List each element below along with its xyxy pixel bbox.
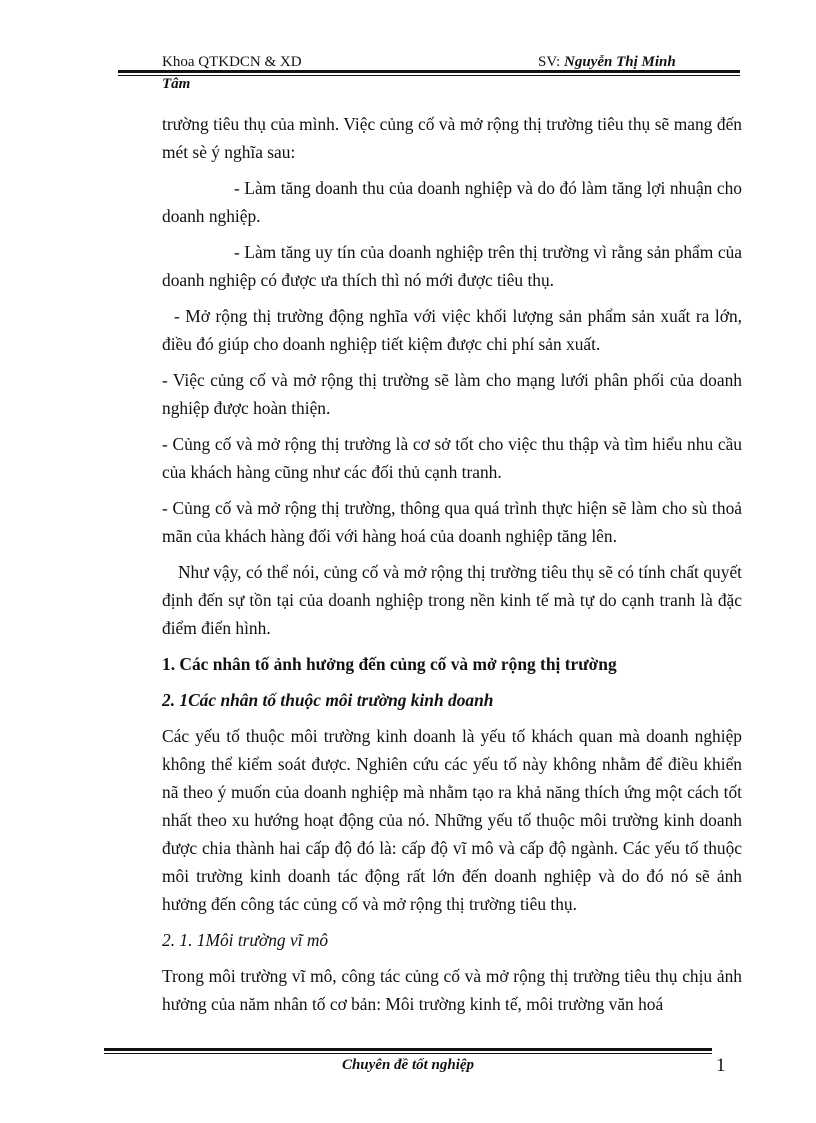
header-student: [538, 52, 676, 72]
footer-rule-thick: [104, 1048, 712, 1051]
paragraph: Các yếu tố thuộc môi trường kinh doanh là yếu tố khách quan mà doanh nghiệp không thể kiểm soát được. Nghiên cứu các yếu tố này không nhằm để điều khiển nã theo ý muốn của doanh nghiệp mà nhằm tạo ra khả năng thích ứng một cách tốt nhất theo xu hướng hoạt động của nó. Những yếu tố thuộc môi trường kinh doanh được chia thành hai cấp độ đó là: cấp độ vĩ mô và cấp độ ngành. Các yếu tố thuộc môi trường kinh doanh tác động rất lớn đến doanh nghiệp và do đó nó sẽ ảnh hưởng đến công tác củng cố và mở rộng thị trường tiêu thụ.: [162, 726, 742, 914]
paragraph: Trong môi trường vĩ mô, công tác củng cố và mở rộng thị trường tiêu thụ chịu ảnh hưởng của năm nhân tố cơ bản: Môi trường kinh tế, môi trường văn hoá: [162, 966, 742, 1014]
paragraph: Như vậy, có thể nói, củng cố và mở rộng thị trường tiêu thụ sẽ có tính chất quyết định đến sự tồn tại của doanh nghiệp trong nền kinh tế mà tự do cạnh tranh là đặc điểm điển hình.: [162, 562, 742, 638]
bullet-paragraph: - Mở rộng thị trường động nghĩa với việc khối lượng sản phẩm sản xuất ra lớn, điều đó giúp cho doanh nghiệp tiết kiệm được chi phí sản xuất.: [162, 306, 742, 354]
bullet-paragraph: - Việc củng cố và mở rộng thị trường sẽ làm cho mạng lưới phân phối của doanh nghiệp được hoàn thiện.: [162, 370, 742, 418]
bullet-paragraph: - Củng cố và mở rộng thị trường, thông qua quá trình thực hiện sẽ làm cho sù thoả mãn của khách hàng đối với hàng hoá của doanh nghiệp tăng lên.: [162, 498, 742, 546]
page-number: 1: [716, 1055, 726, 1076]
bullet-paragraph: - Củng cố và mở rộng thị trường là cơ sở tốt cho việc thu thập và tìm hiểu nhu cầu của khách hàng cũng như các đối thủ cạnh tranh.: [162, 434, 742, 482]
footer-title: Chuyên đề tốt nghiệp: [341, 1057, 475, 1073]
header-rule-thick: [118, 70, 740, 73]
header-faculty: Khoa QTKDCN & XD: [162, 54, 302, 70]
bullet-paragraph: - Làm tăng doanh thu của doanh nghiệp và do đó làm tăng lợi nhuận cho doanh nghiệp.: [162, 178, 742, 226]
header-student-prefix: SV:: [538, 54, 561, 70]
subsection-heading: 2. 1Các nhân tố thuộc môi trường kinh doanh: [162, 690, 494, 710]
section-heading: 1. Các nhân tố ảnh hưởng đến củng cố và mở rộng thị trường: [162, 654, 617, 674]
sub-subsection-heading: 2. 1. 1Môi trường vĩ mô: [162, 930, 329, 950]
document-body: [162, 110, 742, 1026]
bullet-paragraph: - Làm tăng uy tín của doanh nghiệp trên thị trường vì rằng sản phẩm của doanh nghiệp có được ưa thích thì nó mới được tiêu thụ.: [162, 242, 742, 290]
paragraph: trường tiêu thụ của mình. Việc củng cố và mở rộng thị trường tiêu thụ sẽ mang đến mét sè ý nghĩa sau:: [162, 114, 742, 162]
page-header: [162, 52, 738, 72]
header-rule-thin: [118, 75, 740, 76]
header-student-name: Nguyễn Thị Minh: [563, 54, 676, 70]
header-student-name-continuation: Tâm: [162, 76, 191, 92]
